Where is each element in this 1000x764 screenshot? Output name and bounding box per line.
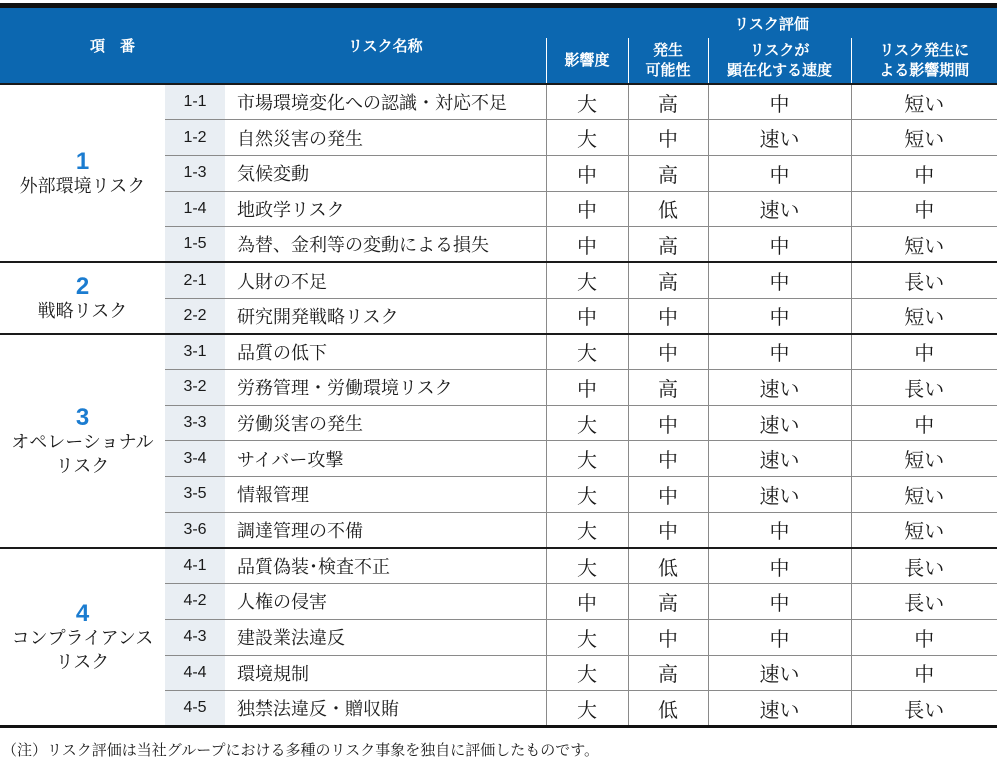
risk-id: 1-2 bbox=[165, 120, 225, 156]
category-cell-4 bbox=[0, 548, 165, 726]
risk-period: 中 bbox=[851, 619, 997, 655]
risk-likelihood: 高 bbox=[628, 84, 708, 120]
risk-speed: 速い bbox=[708, 191, 851, 227]
risk-id: 4-1 bbox=[165, 548, 225, 584]
risk-speed: 速い bbox=[708, 370, 851, 406]
risk-impact: 中 bbox=[546, 370, 628, 406]
table-row bbox=[0, 262, 997, 298]
risk-impact: 大 bbox=[546, 691, 628, 727]
risk-name: 情報管理 bbox=[225, 477, 546, 513]
category-number: 1 bbox=[75, 147, 90, 175]
risk-likelihood: 低 bbox=[628, 191, 708, 227]
risk-impact: 中 bbox=[546, 191, 628, 227]
header-risk-name: リスク名称 bbox=[225, 8, 546, 84]
risk-impact: 大 bbox=[546, 262, 628, 298]
risk-likelihood: 低 bbox=[628, 548, 708, 584]
category-cell-2 bbox=[0, 262, 165, 333]
risk-id: 3-1 bbox=[165, 334, 225, 370]
risk-likelihood: 高 bbox=[628, 655, 708, 691]
risk-likelihood: 中 bbox=[628, 298, 708, 334]
risk-group-4 bbox=[0, 548, 997, 726]
risk-id: 3-4 bbox=[165, 441, 225, 477]
header-impact bbox=[546, 38, 628, 84]
category-number: 2 bbox=[75, 272, 90, 300]
risk-speed: 中 bbox=[708, 619, 851, 655]
table-row bbox=[0, 84, 997, 120]
header-impact-label: 影響度 bbox=[564, 51, 610, 69]
risk-id: 3-2 bbox=[165, 370, 225, 406]
risk-name: 労務管理・労働環境リスク bbox=[225, 370, 546, 406]
risk-speed: 中 bbox=[708, 155, 851, 191]
risk-speed: 中 bbox=[708, 262, 851, 298]
risk-id: 3-6 bbox=[165, 512, 225, 548]
risk-period: 中 bbox=[851, 155, 997, 191]
risk-period: 長い bbox=[851, 691, 997, 727]
header-item-no: 項 番 bbox=[0, 8, 225, 84]
category-name-line2: リスク bbox=[55, 455, 110, 476]
risk-id: 3-5 bbox=[165, 477, 225, 513]
risk-period: 中 bbox=[851, 334, 997, 370]
risk-likelihood: 中 bbox=[628, 405, 708, 441]
risk-id: 1-4 bbox=[165, 191, 225, 227]
header-likelihood bbox=[628, 38, 708, 84]
risk-speed: 速い bbox=[708, 477, 851, 513]
risk-name: 調達管理の不備 bbox=[225, 512, 546, 548]
risk-name: 品質の低下 bbox=[237, 342, 328, 363]
risk-group-3 bbox=[0, 334, 997, 548]
category-cell-3 bbox=[0, 334, 165, 548]
risk-table bbox=[0, 8, 997, 728]
risk-impact: 中 bbox=[546, 227, 628, 263]
risk-speed: 中 bbox=[708, 334, 851, 370]
header-speed-line1: リスクが bbox=[749, 42, 810, 59]
risk-speed: 中 bbox=[708, 84, 851, 120]
risk-name: 品質偽装･検査不正 bbox=[237, 557, 391, 578]
risk-impact: 大 bbox=[546, 548, 628, 584]
risk-impact: 大 bbox=[546, 84, 628, 120]
risk-name: 環境規制 bbox=[225, 655, 546, 691]
risk-name: 人財の不足 bbox=[237, 271, 328, 292]
risk-likelihood: 低 bbox=[628, 691, 708, 727]
risk-likelihood: 中 bbox=[628, 334, 708, 370]
risk-id: 1-1 bbox=[165, 84, 225, 120]
risk-id: 4-5 bbox=[165, 691, 225, 727]
risk-impact: 大 bbox=[546, 405, 628, 441]
risk-id: 1-5 bbox=[165, 227, 225, 263]
risk-likelihood: 高 bbox=[628, 584, 708, 620]
risk-speed: 速い bbox=[708, 405, 851, 441]
risk-name: 労働災害の発生 bbox=[225, 405, 546, 441]
category-name-line1: 戦略リスク bbox=[37, 301, 128, 322]
risk-speed: 速い bbox=[708, 120, 851, 156]
category-name-line1: コンプライアンス bbox=[11, 628, 154, 649]
header-period-line2: よる影響期間 bbox=[879, 61, 970, 79]
table-row bbox=[0, 334, 997, 370]
header-period bbox=[851, 38, 997, 84]
risk-period: 短い bbox=[851, 227, 997, 263]
risk-speed: 速い bbox=[708, 655, 851, 691]
table-row bbox=[0, 548, 997, 584]
risk-period: 中 bbox=[851, 191, 997, 227]
risk-name: 市場環境変化への認識・対応不足 bbox=[237, 93, 508, 114]
risk-period: 短い bbox=[851, 298, 997, 334]
risk-period: 中 bbox=[851, 405, 997, 441]
risk-id: 4-4 bbox=[165, 655, 225, 691]
risk-name: サイバー攻撃 bbox=[225, 441, 546, 477]
risk-speed: 速い bbox=[708, 441, 851, 477]
risk-likelihood: 中 bbox=[628, 619, 708, 655]
risk-impact: 大 bbox=[546, 619, 628, 655]
risk-period: 中 bbox=[851, 655, 997, 691]
risk-speed: 中 bbox=[708, 548, 851, 584]
risk-likelihood: 高 bbox=[628, 370, 708, 406]
header-row-1 bbox=[0, 8, 997, 38]
risk-impact: 大 bbox=[546, 120, 628, 156]
header-likelihood-line2: 可能性 bbox=[645, 61, 691, 79]
risk-period: 短い bbox=[851, 477, 997, 513]
risk-group-2 bbox=[0, 262, 997, 333]
risk-name: 気候変動 bbox=[225, 155, 546, 191]
risk-id: 4-2 bbox=[165, 584, 225, 620]
risk-impact: 大 bbox=[546, 334, 628, 370]
risk-id: 3-3 bbox=[165, 405, 225, 441]
risk-likelihood: 中 bbox=[628, 477, 708, 513]
risk-period: 短い bbox=[851, 120, 997, 156]
header-speed bbox=[708, 38, 851, 84]
risk-speed: 中 bbox=[708, 298, 851, 334]
risk-name: 自然災害の発生 bbox=[225, 120, 546, 156]
risk-period: 短い bbox=[851, 441, 997, 477]
risk-speed: 速い bbox=[708, 691, 851, 727]
risk-period: 短い bbox=[851, 84, 997, 120]
risk-likelihood: 中 bbox=[628, 120, 708, 156]
risk-name: 独禁法違反・贈収賄 bbox=[225, 691, 546, 727]
risk-name: 建設業法違反 bbox=[225, 619, 546, 655]
category-number: 4 bbox=[75, 599, 90, 627]
category-name-line2: リスク bbox=[55, 651, 110, 672]
header-likelihood-line1: 発生 bbox=[653, 42, 684, 59]
risk-period: 短い bbox=[851, 512, 997, 548]
risk-name: 為替、金利等の変動による損失 bbox=[225, 227, 546, 263]
risk-period: 長い bbox=[851, 548, 997, 584]
risk-speed: 中 bbox=[708, 227, 851, 263]
risk-likelihood: 中 bbox=[628, 441, 708, 477]
risk-impact: 中 bbox=[546, 584, 628, 620]
risk-name: 地政学リスク bbox=[225, 191, 546, 227]
header-speed-line2: 顕在化する速度 bbox=[727, 61, 833, 79]
risk-likelihood: 高 bbox=[628, 227, 708, 263]
risk-period: 長い bbox=[851, 370, 997, 406]
category-cell-1 bbox=[0, 84, 165, 262]
risk-id: 2-1 bbox=[165, 262, 225, 298]
header-period-line1: リスク発生に bbox=[879, 42, 970, 59]
risk-impact: 大 bbox=[546, 477, 628, 513]
risk-impact: 大 bbox=[546, 441, 628, 477]
category-number: 3 bbox=[75, 403, 90, 431]
risk-impact: 大 bbox=[546, 655, 628, 691]
risk-period: 長い bbox=[851, 262, 997, 298]
risk-speed: 中 bbox=[708, 512, 851, 548]
risk-impact: 中 bbox=[546, 298, 628, 334]
risk-impact: 大 bbox=[546, 512, 628, 548]
risk-likelihood: 高 bbox=[628, 262, 708, 298]
footnote: （注）リスク評価は当社グループにおける多種のリスク事象を独自に評価したものです。 bbox=[2, 741, 600, 759]
risk-impact: 中 bbox=[546, 155, 628, 191]
risk-likelihood: 高 bbox=[628, 155, 708, 191]
risk-id: 4-3 bbox=[165, 619, 225, 655]
risk-id: 1-3 bbox=[165, 155, 225, 191]
risk-name: 人権の侵害 bbox=[225, 584, 546, 620]
risk-period: 長い bbox=[851, 584, 997, 620]
risk-id: 2-2 bbox=[165, 298, 225, 334]
category-name-line1: オペレーショナル bbox=[11, 432, 154, 453]
risk-speed: 中 bbox=[708, 584, 851, 620]
risk-likelihood: 中 bbox=[628, 512, 708, 548]
risk-group-1 bbox=[0, 84, 997, 262]
table-header bbox=[0, 8, 997, 84]
header-risk-eval: リスク評価 bbox=[546, 8, 997, 38]
category-name-line1: 外部環境リスク bbox=[19, 176, 146, 197]
risk-name: 研究開発戦略リスク bbox=[225, 298, 546, 334]
